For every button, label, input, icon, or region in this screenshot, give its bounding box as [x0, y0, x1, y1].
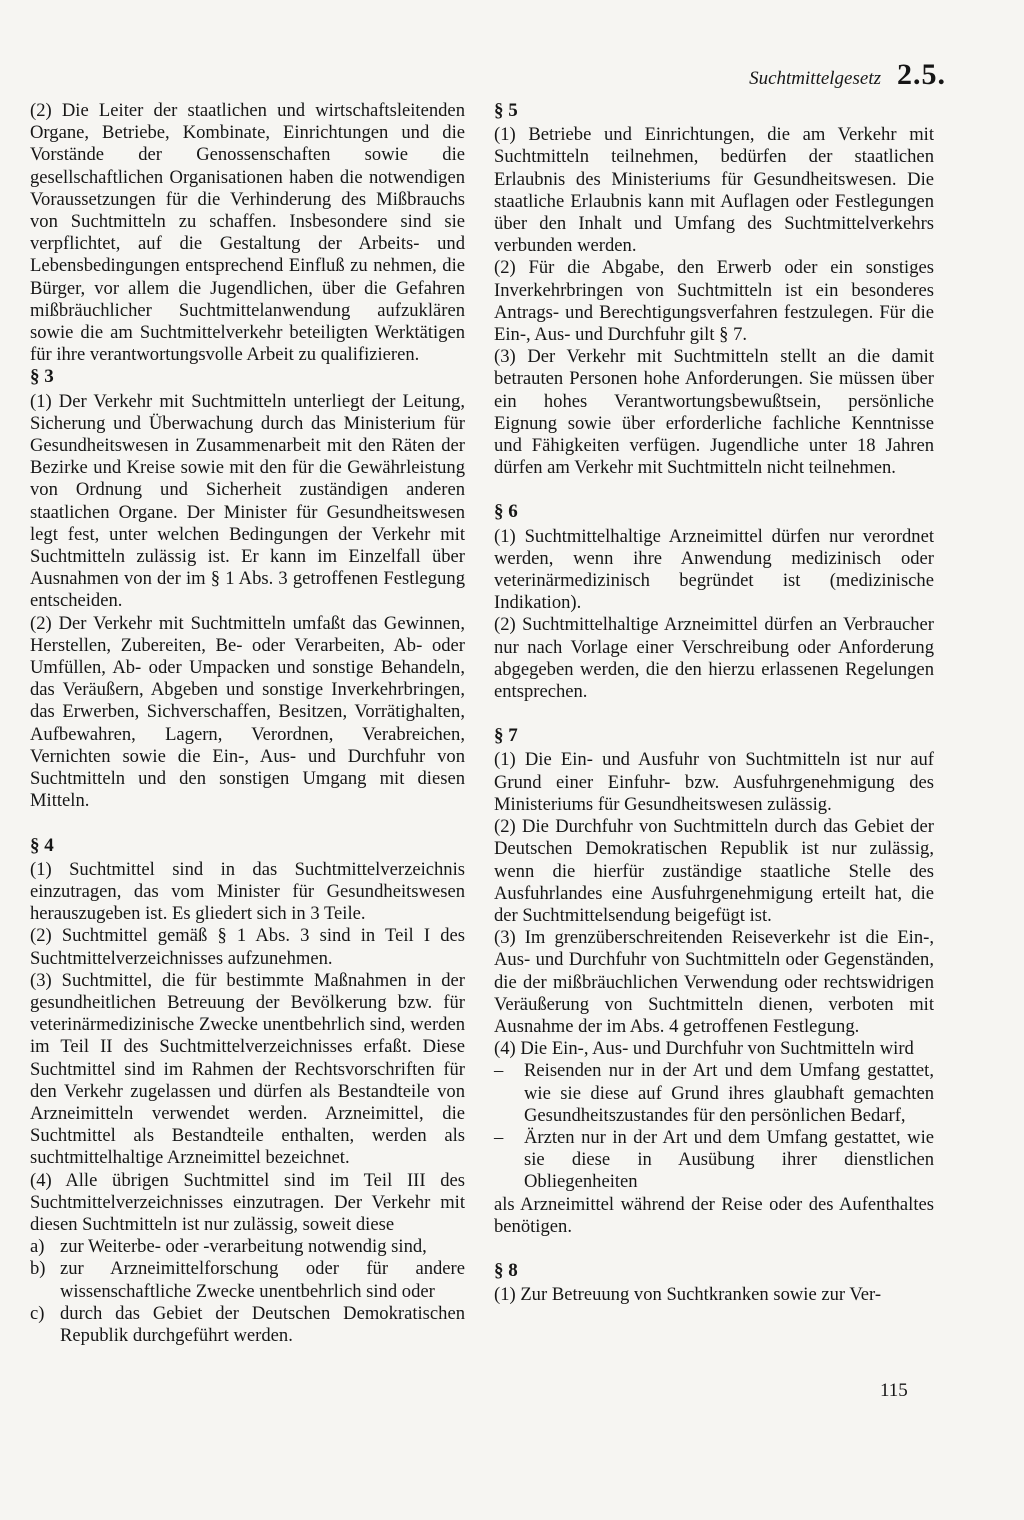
dash-item [494, 1060, 934, 1127]
paragraph: (2) Die Durchfuhr von Suchtmitteln durch das Gebiet der Deutschen Demokratischen Republik ist nur zulässig, wenn die hierfür zuständige staatliche Stelle des Ausfuhrlandes eine Ausfuhrgenehmigung erteilt hat, die der Suchtmittelsendung beigefügt ist. [494, 816, 934, 926]
list-item-text: zur Arzneimittelforschung oder für andere wissenschaftliche Zwecke unentbehrlich sind oder [60, 1258, 465, 1302]
running-head-title: Suchtmittelgesetz [749, 68, 881, 89]
list-item [30, 1236, 465, 1258]
paragraph: (1) Zur Betreuung von Suchtkranken sowie zur Ver- [494, 1284, 882, 1306]
paragraph: (1) Der Verkehr mit Suchtmitteln unterliegt der Leitung, Sicherung und Überwachung durch das Ministerium für Gesundheitswesen in Zusammenarbeit mit den Räten der Bezirke und Kreise sowie mit den für die Gewährleistung von Ordnung und Sicherheit zuständigen anderen staatlichen Organe. Der Minister für Gesundheitswesen legt fest, unter welchen Bedingungen der Verkehr mit Suchtmitteln zulässig ist. Er kann im Einzelfall über Ausnahmen von der im § 1 Abs. 3 getroffenen Festlegung entscheiden. [30, 390, 465, 612]
list-item-label: a) [30, 1236, 45, 1258]
list-item [30, 1303, 465, 1347]
section-heading-3: § 3 [30, 366, 54, 388]
paragraph: (2) Für die Abgabe, den Erwerb oder ein sonstiges Inverkehrbringen von Suchtmitteln ist ein besonderes Antrags- und Berechtigungsverfahren festzulegen. Für die Ein-, Aus- und Durchfuhr gilt § 7. [494, 257, 934, 346]
list-item-text: zur Weiterbe- oder -verarbeitung notwendig sind, [60, 1236, 427, 1258]
dash-text: Ärzten nur in der Art und dem Umfang gestattet, wie sie diese in Ausübung ihrer dienstlichen Obliegenheiten [524, 1126, 934, 1193]
paragraph: (2) Suchtmittel gemäß § 1 Abs. 3 sind in Teil I des Suchtmittelverzeichnisses aufzunehmen. [30, 925, 465, 969]
paragraph: (1) Suchtmittelhaltige Arzneimittel dürfen nur verordnet werden, wenn ihre Anwendung medizinisch oder veterinärmedizinisch begründet ist (medizinische Indikation). [494, 525, 934, 614]
paragraph: (3) Der Verkehr mit Suchtmitteln stellt an die damit betrauten Personen hohe Anforderungen. Sie müssen über ein hohes Verantwortungsbewußtsein, persönliche Eignung sowie über erforderliche fachliche Kenntnisse und Fähigkeiten verfügen. Jugendliche unter 18 Jahren dürfen am Verkehr mit Suchtmitteln nicht teilnehmen. [494, 346, 934, 479]
list-item-text: durch das Gebiet der Deutschen Demokratischen Republik durchgeführt werden. [60, 1302, 465, 1346]
paragraph: (2) Suchtmittelhaltige Arzneimittel dürfen an Verbraucher nur nach Vorlage einer Verschreibung oder Anforderung abgegeben werden, die den hierzu erlassenen Regelungen entsprechen. [494, 614, 934, 703]
section-heading-8: § 8 [494, 1259, 518, 1281]
right-column [494, 100, 934, 1306]
list-item [30, 1258, 465, 1302]
dash-text: Reisenden nur in der Art und dem Umfang gestattet, wie sie diese auf Grund ihres glaubhaft gemachten Gesundheitszustandes für den persönlichen Bedarf, [524, 1060, 934, 1126]
paragraph: (2) Die Leiter der staatlichen und wirtschaftsleitenden Organe, Betriebe, Kombinate, Einrichtungen und die Vorstände der Genossenschaften sowie die gesellschaftlichen Organisationen haben die notwendigen Voraussetzungen für die Verhinderung des Mißbrauchs von Suchtmitteln zu schaffen. Insbesondere sind sie verpflichtet, auf die Gestaltung der Arbeits- und Lebensbedingungen entsprechend Einfluß zu nehmen, die Bürger, vor allem die Jugendlichen, über die Gefahren mißbräuchlicher Suchtmittelanwendung aufzuklären sowie die am Suchtmittelverkehr beteiligten Werktätigen für ihre verantwortungsvolle Arbeit zu qualifizieren. [30, 100, 465, 366]
list-item-label: c) [30, 1302, 45, 1324]
list-item-label: b) [30, 1258, 46, 1280]
paragraph: (2) Der Verkehr mit Suchtmitteln umfaßt das Gewinnen, Herstellen, Zubereiten, Be- oder Verarbeiten, Ab- oder Umfüllen, Ab- oder Umpacken und sonstige Behandeln, das Veräußern, Abgeben und sonstige Inverkehrbringen, das Erwerben, Sichverschaffen, Besitzen, Vorrätighalten, Aufbewahren, Lagern, Verordnen, Verabreichen, Vernichten sowie die Ein-, Aus- und Durchfuhr von Suchtmitteln und den sonstigen Umgang mit diesen Mitteln. [30, 612, 465, 812]
left-column [30, 100, 465, 1347]
running-head [749, 58, 946, 92]
paragraph: (3) Im grenzüberschreitenden Reiseverkehr ist die Ein-, Aus- und Durchfuhr von Suchtmitteln oder Gegenständen, die der mißbräuchlichen Verwendung oder rechtswidrigen Veräußerung von Suchtmitteln dienen, verboten mit Ausnahme der im Abs. 4 getroffenen Festlegung. [494, 927, 934, 1037]
section-heading-7: § 7 [494, 725, 518, 747]
paragraph: (3) Suchtmittel, die für bestimmte Maßnahmen in der gesundheitlichen Betreuung der Bevölkerung bzw. für veterinärmedizinische Zwecke unentbehrlich sind, werden im Teil II des Suchtmittelverzeichnisses erfaßt. Diese Suchtmittel sind im Rahmen der Rechtsvorschriften für den Verkehr zugelassen und dürfen als Bestandteile von Arzneimitteln verwendet werden. Arzneimittel, die Suchtmittel als Bestandteile enthalten, werden als suchtmittelhaltige Arzneimittel bezeichnet. [30, 969, 465, 1169]
section-number: 2.5. [897, 58, 946, 91]
page-number: 115 [880, 1380, 908, 1401]
dash-item [494, 1127, 934, 1194]
paragraph: (4) Alle übrigen Suchtmittel sind im Teil III des Suchtmittelverzeichnisses einzutragen. Der Verkehr mit diesen Suchtmitteln ist nur zulässig, soweit diese [30, 1169, 465, 1235]
dash-label: – [494, 1060, 504, 1082]
section-heading-5: § 5 [494, 100, 518, 121]
paragraph: (1) Betriebe und Einrichtungen, die am Verkehr mit Suchtmitteln teilnehmen, bedürfen der staatlichen Erlaubnis des Ministeriums für Gesundheitswesen. Die staatliche Erlaubnis kann mit Auflagen oder Festlegungen über den Inhalt und Umfang des Suchtmittelverkehrs verbunden werden. [494, 124, 934, 257]
section-heading-4: § 4 [30, 834, 54, 856]
paragraph: als Arzneimittel während der Reise oder des Aufenthaltes benötigen. [494, 1193, 934, 1237]
paragraph: (4) Die Ein-, Aus- und Durchfuhr von Suchtmitteln wird [494, 1038, 914, 1060]
section-heading-6: § 6 [494, 501, 518, 523]
paragraph: (1) Suchtmittel sind in das Suchtmittelverzeichnis einzutragen, das vom Minister für Gesundheitswesen herauszugeben ist. Es gliedert sich in 3 Teile. [30, 858, 465, 925]
paragraph: (1) Die Ein- und Ausfuhr von Suchtmitteln ist nur auf Grund einer Einfuhr- bzw. Ausfuhrgenehmigung des Ministeriums für Gesundheitswesen zulässig. [494, 749, 934, 815]
dash-label: – [494, 1126, 504, 1148]
